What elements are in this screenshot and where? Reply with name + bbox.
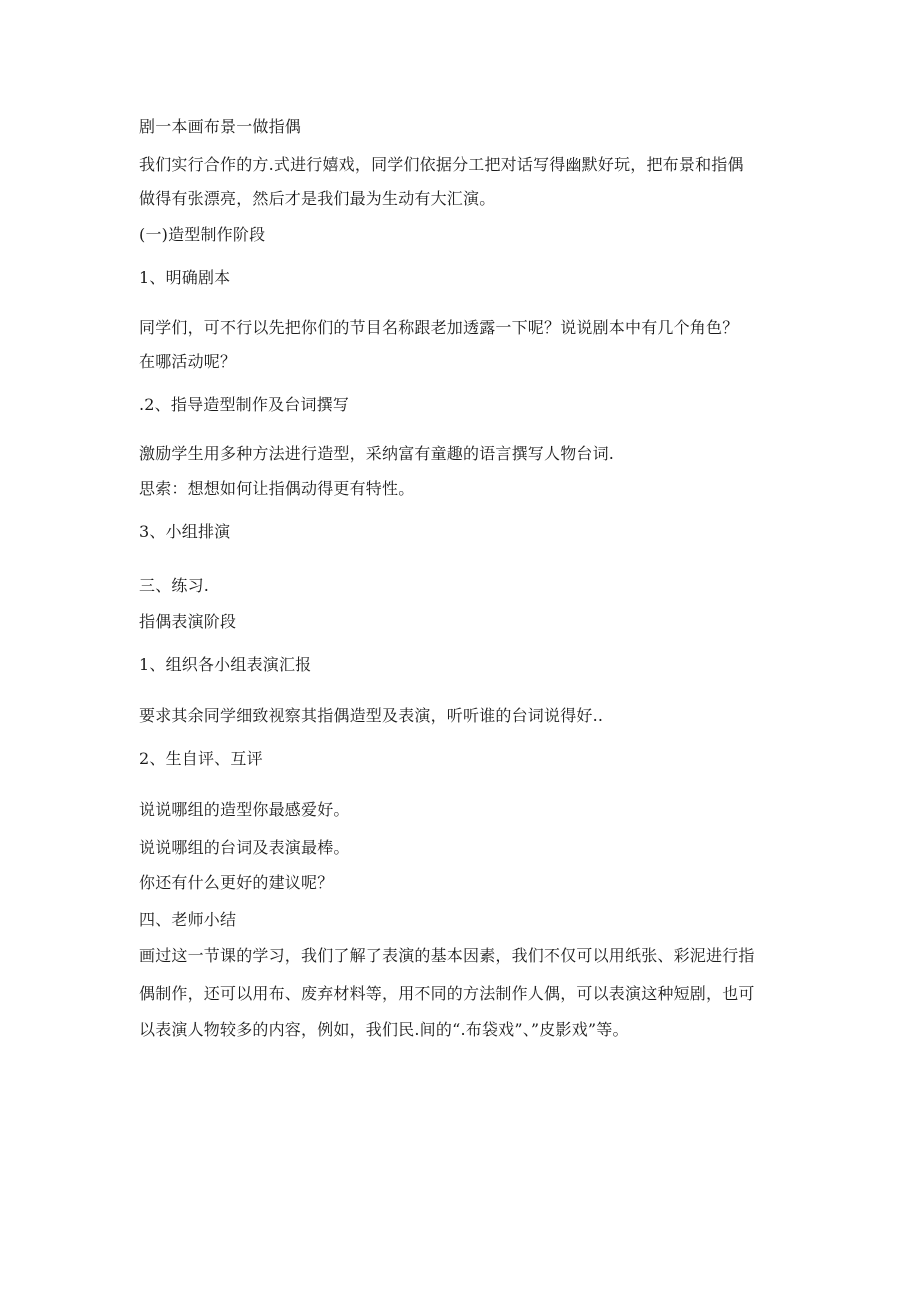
- paragraph-line: 做得有张漂亮，然后才是我们最为生动有大汇演。: [139, 189, 496, 208]
- doc-title: 剧一本画布景一做指偶: [139, 117, 302, 136]
- section-heading: 指偶表演阶段: [139, 612, 237, 631]
- step-heading: 3、小组排演: [139, 522, 231, 541]
- step-heading: 1、明确剧本: [139, 268, 231, 287]
- paragraph-line: 说说哪组的台词及表演最棒。: [139, 838, 350, 857]
- section-heading: 三、练习.: [139, 576, 210, 595]
- step-heading: .2、指导造型制作及台词撰写: [139, 395, 350, 414]
- step-heading: 2、生自评、互评: [139, 749, 263, 768]
- section-heading: 四、老师小结: [139, 910, 237, 929]
- step-heading: 1、组织各小组表演汇报: [139, 655, 312, 674]
- paragraph-line: 以表演人物较多的内容，例如，我们民.间的“.布袋戏”、”皮影戏”等。: [139, 1020, 629, 1039]
- paragraph-line: 我们实行合作的方.式进行嬉戏，同学们依据分工把对话写得幽默好玩，把布景和指偶: [139, 155, 744, 174]
- paragraph-line: 画过这一节课的学习，我们了解了表演的基本因素，我们不仅可以用纸张、彩泥进行指: [139, 946, 755, 965]
- paragraph-line: 你还有什么更好的建议呢？: [139, 873, 334, 892]
- paragraph-line: 偶制作，还可以用布、废弃材料等，用不同的方法制作人偶，可以表演这种短剧，也可: [139, 984, 755, 1003]
- section-heading: (一)造型制作阶段: [139, 225, 266, 244]
- paragraph-line: 思索：想想如何让指偶动得更有特性。: [139, 479, 415, 498]
- paragraph-line: 激励学生用多种方法进行造型，采纳富有童趣的语言撰写人物台词.: [139, 444, 615, 463]
- paragraph-line: 同学们，可不行以先把你们的节目名称跟老加透露一下呢？说说剧本中有几个角色？: [139, 318, 739, 337]
- paragraph-line: 在哪活动呢？: [139, 352, 237, 371]
- paragraph-line: 要求其余同学细致视察其指偶造型及表演，听听谁的台词说得好..: [139, 706, 604, 725]
- paragraph-line: 说说哪组的造型你最感爱好。: [139, 800, 350, 819]
